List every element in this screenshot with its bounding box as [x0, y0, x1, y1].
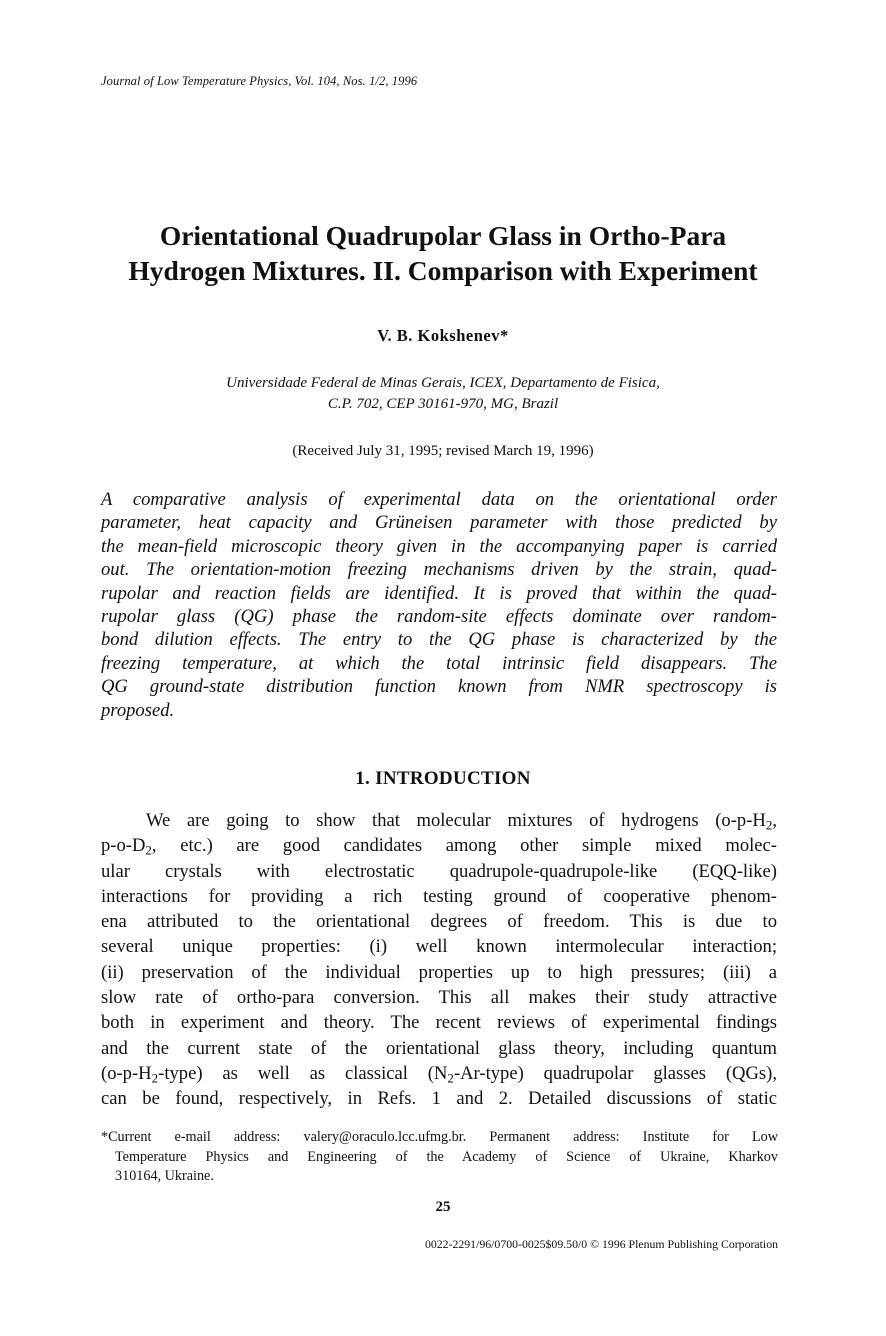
body-line: slow rate of ortho-para conversion. This all makes their study attractive [101, 987, 777, 1009]
abstract-line: freezing temperature, at which the total intrinsic field disappears. The [101, 652, 777, 674]
abstract-line: QG ground-state distribution function known from NMR spectroscopy is [101, 676, 777, 698]
body-text [101, 808, 777, 1112]
body-line: ular crystals with electrostatic quadrupole-quadrupole-like (EQQ-like) [101, 860, 777, 882]
journal-header: Journal of Low Temperature Physics, Vol. 104, Nos. 1/2, 1996 [101, 74, 418, 88]
page-number: 25 [435, 1199, 451, 1215]
abstract-line: proposed. [101, 699, 175, 721]
abstract-line: out. The orientation-motion freezing mechanisms driven by the strain, quad- [101, 559, 777, 581]
abstract-line: rupolar and reaction fields are identified. It is proved that within the quad- [101, 582, 777, 604]
abstract-line: parameter, heat capacity and Grüneisen parameter with those predicted by [101, 512, 777, 534]
footnote-line: Temperature Physics and Engineering of the Academy of Science of Ukraine, Kharkov [115, 1148, 778, 1165]
body-line: $(o-p-H_2-type)$ as well as classical $(N_2-Ar-type)$ quadrupolar glasses (QGs), [101, 1062, 777, 1086]
body-line: (ii) preservation of the individual properties up to high pressures; (iii) a [101, 961, 777, 983]
affiliation-line-2: C.P. 702, CEP 30161-970, MG, Brazil [327, 396, 559, 412]
abstract-line: rupolar glass (QG) phase the random-site effects dominate over random- [101, 605, 777, 627]
body-line: $p-o-D_2$, etc.) are good candidates among other simple mixed molec- [101, 835, 777, 858]
body-line: interactions for providing a rich testing ground of cooperative phenom- [101, 885, 777, 907]
body-line: both in experiment and theory. The recent reviews of experimental findings [101, 1012, 777, 1034]
author-name: V. B. Kokshenev* [377, 326, 509, 345]
affiliation [100, 373, 786, 415]
affiliation-line-1: Universidade Federal de Minas Gerais, ICEX, Departamento de Fisica, [226, 375, 660, 391]
title-line-1: Orientational Quadrupolar Glass in Ortho-Para [159, 220, 727, 251]
body-line: and the current state of the orientational glass theory, including quantum [101, 1037, 777, 1059]
abstract-line: bond dilution effects. The entry to the QG phase is characterized by the [101, 629, 777, 651]
received-dates: (Received July 31, 1995; revised March 19, 1996) [292, 443, 594, 459]
footnote-line: *Current e-mail address: valery@oraculo.lcc.ufmg.br. Permanent address: Institute for Low [101, 1129, 778, 1145]
abstract-line: the mean-field microscopic theory given in the accompanying paper is carried [101, 535, 777, 557]
title-line-2: Hydrogen Mixtures. II. Comparison with Experiment [128, 255, 758, 286]
section-heading: 1. INTRODUCTION [355, 768, 531, 789]
paper-title [60, 218, 826, 288]
copyright-line: 0022-2291/96/0700-0025$09.50/0 © 1996 Plenum Publishing Corporation [424, 1237, 778, 1251]
footnote-line: 310164, Ukraine. [115, 1168, 214, 1184]
body-line: several unique properties: (i) well known intermolecular interaction; [101, 936, 777, 958]
body-line: ena attributed to the orientational degrees of freedom. This is due to [101, 911, 777, 933]
body-line: We are going to show that molecular mixtures of hydrogens ($o-p-H_2$, [146, 810, 777, 833]
body-line: can be found, respectively, in Refs. 1 and 2. Detailed discussions of static [101, 1088, 777, 1110]
abstract-line: A comparative analysis of experimental data on the orientational order [101, 489, 777, 510]
footnote [101, 1128, 778, 1187]
abstract [101, 488, 777, 722]
